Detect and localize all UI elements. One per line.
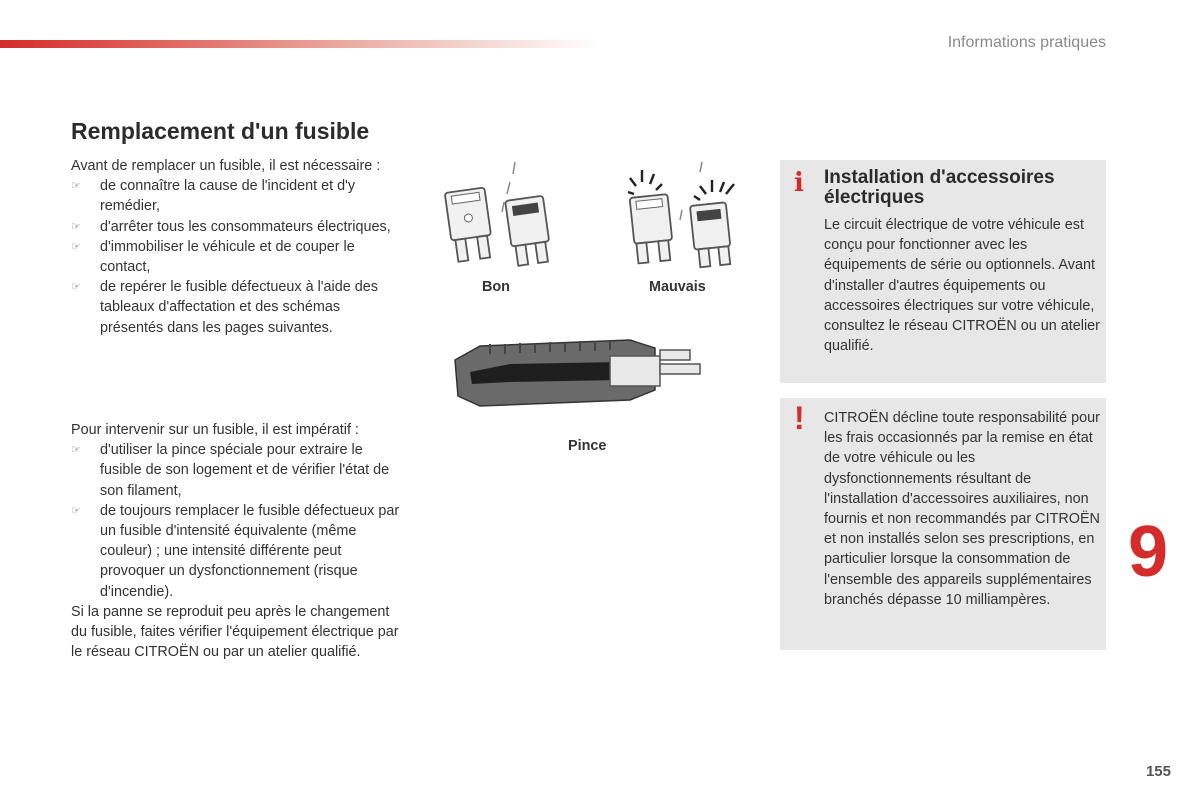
warning-box-text: CITROËN décline toute responsabilité pour les frais occasionnés par la remise en état de votre véhicule ou les dysfonctionnements résultant de l'installation d'accessoires auxiliaires, non fournis et non recommandés par CITROËN et non installés selon ses prescriptions, en particulier lorsque la consommation de l'ensemble des appareils supplémentaires branchés dépasse 10 milliampères. [824, 410, 1100, 608]
info-icon: i [794, 168, 804, 198]
hand-pointer-icon: ☞ [71, 240, 81, 253]
closing-text: Si la panne se reproduit peu après le changement du fusible, faites vérifier l'équipement électrique par le réseau CITROËN ou par un atelier qualifié. [71, 603, 399, 661]
section-title: Informations pratiques [947, 34, 1106, 51]
list-item: ☞ d'arrêter tous les consommateurs électriques, [71, 217, 401, 237]
hand-pointer-icon: ☞ [71, 180, 81, 193]
info-box-text: Le circuit électrique de votre véhicule est conçu pour fonctionner avec les équipements de série ou optionnels. Avant d'installer d'autres équipements ou accessoires électriques sur votre véhicule, consultez le réseau CITROËN ou un atelier qualifié. [824, 217, 1100, 355]
intro-text: Avant de remplacer un fusible, il est nécessaire : [71, 158, 381, 174]
hand-pointer-icon: ☞ [71, 444, 81, 457]
procedure-list [71, 440, 401, 602]
hand-pointer-icon: ☞ [71, 220, 81, 233]
hand-pointer-icon: ☞ [71, 281, 81, 294]
intro-block [71, 156, 401, 338]
info-box [780, 160, 1106, 383]
list-item: ☞ d'utiliser la pince spéciale pour extraire le fusible de son logement et de vérifier l'état de son filament, [71, 442, 390, 499]
intro-text-2: Pour intervenir sur un fusible, il est impératif : [71, 422, 359, 438]
page-title: Remplacement d'un fusible [71, 118, 370, 144]
puller-label: Pince [568, 438, 607, 454]
good-fuse-illustration [440, 160, 560, 275]
list-item: ☞ d'immobiliser le véhicule et de couper le contact, [71, 238, 355, 276]
warning-icon: ! [794, 400, 805, 436]
blown-fuse-illustration [620, 160, 745, 275]
chapter-number: 9 [1128, 512, 1169, 592]
blown-fuse-label: Mauvais [649, 279, 706, 295]
good-fuse-label: Bon [482, 279, 510, 295]
page-number: 155 [1145, 763, 1171, 780]
fuse-puller-illustration [450, 328, 705, 413]
procedure-block [71, 420, 401, 662]
list-item: ☞ de toujours remplacer le fusible défectueux par un fusible d'intensité équivalente (même couleur) ; une intensité différente peut provoquer un dysfonctionnement (risque d'incendie). [71, 502, 400, 600]
warning-box [780, 398, 1106, 650]
list-item: ☞ de repérer le fusible défectueux à l'aide des tableaux d'affectation et des schémas présentés dans les pages suivantes. [71, 279, 378, 336]
header-accent-bar [0, 40, 600, 48]
info-box-title: Installation d'accessoires électriques [824, 167, 1055, 208]
prerequisite-list [71, 176, 401, 338]
list-item: ☞ de connaître la cause de l'incident et d'y remédier, [71, 178, 356, 215]
hand-pointer-icon: ☞ [71, 504, 81, 517]
